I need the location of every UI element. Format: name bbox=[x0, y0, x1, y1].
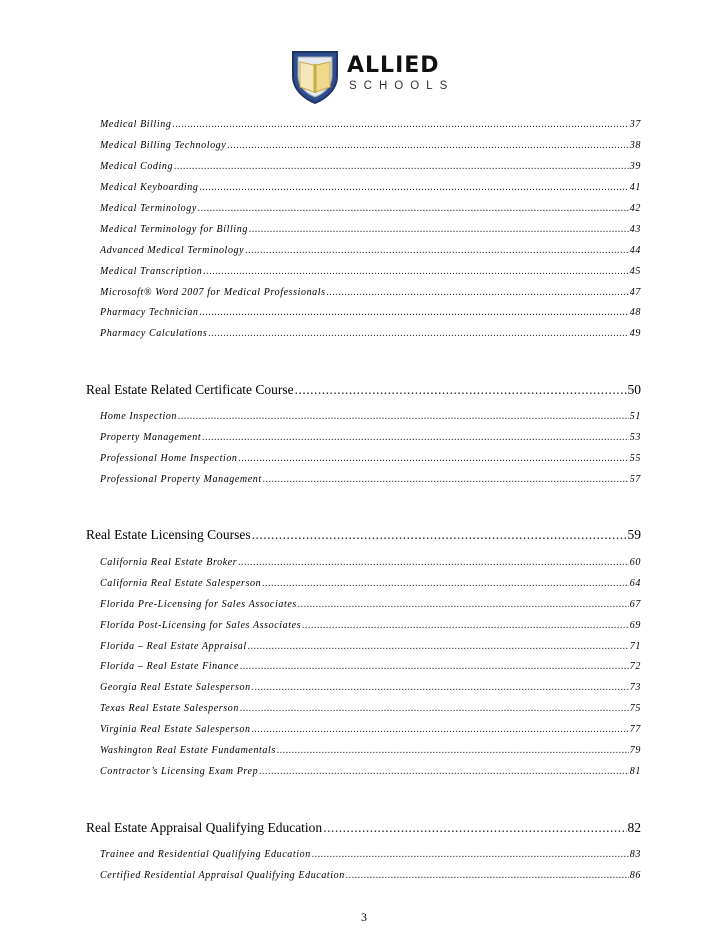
toc-entry[interactable] bbox=[100, 661, 641, 672]
toc-page-number: 41 bbox=[629, 182, 641, 193]
toc-entry[interactable] bbox=[100, 641, 641, 652]
toc-entry[interactable] bbox=[100, 140, 641, 151]
toc-page-number: 39 bbox=[629, 161, 641, 172]
toc-page-number: 59 bbox=[627, 527, 641, 542]
toc-entry[interactable] bbox=[100, 578, 641, 589]
toc-entry-title: Property Management bbox=[100, 432, 202, 443]
dot-leader bbox=[240, 703, 629, 714]
dot-leader bbox=[178, 411, 629, 422]
dot-leader bbox=[252, 724, 629, 735]
dot-leader bbox=[200, 307, 629, 318]
toc-entry-title: Home Inspection bbox=[100, 411, 178, 422]
toc-page-number: 48 bbox=[629, 307, 641, 318]
toc-entry[interactable] bbox=[100, 849, 641, 860]
toc-entry-title: California Real Estate Broker bbox=[100, 557, 238, 568]
toc-entry-title: Virginia Real Estate Salesperson bbox=[100, 724, 251, 735]
toc-page-number: 72 bbox=[629, 661, 641, 672]
toc-page-number: 86 bbox=[629, 870, 641, 881]
toc-section-heading[interactable] bbox=[86, 820, 641, 836]
page-number: 3 bbox=[361, 910, 367, 924]
dot-leader bbox=[262, 578, 629, 589]
toc-entry-title: California Real Estate Salesperson bbox=[100, 578, 262, 589]
toc-entry-title: Florida Pre-Licensing for Sales Associates bbox=[100, 599, 297, 610]
toc-entry-title: Professional Home Inspection bbox=[100, 453, 238, 464]
toc-page-number: 57 bbox=[629, 474, 641, 485]
toc-entry-title: Trainee and Residential Qualifying Education bbox=[100, 849, 311, 860]
dot-leader bbox=[198, 203, 629, 214]
toc-entry-title: Pharmacy Technician bbox=[100, 307, 199, 318]
toc-entry[interactable] bbox=[100, 599, 641, 610]
toc-entry-title: Contractor’s Licensing Exam Prep bbox=[100, 766, 259, 777]
toc-entry[interactable] bbox=[100, 182, 641, 193]
toc-entry[interactable] bbox=[100, 557, 641, 568]
dot-leader bbox=[277, 745, 629, 756]
toc-section-heading[interactable] bbox=[86, 527, 641, 543]
toc-entry[interactable] bbox=[100, 328, 641, 339]
toc-entry-title: Medical Coding bbox=[100, 161, 174, 172]
toc-page-number: 44 bbox=[629, 245, 641, 256]
dot-leader bbox=[202, 432, 629, 443]
toc-page-number: 51 bbox=[629, 411, 641, 422]
toc-entry-title: Real Estate Appraisal Qualifying Education bbox=[86, 820, 323, 835]
toc-entry[interactable] bbox=[100, 203, 641, 214]
dot-leader bbox=[298, 599, 629, 610]
brand-name: ALLIED bbox=[347, 53, 440, 78]
dot-leader bbox=[263, 474, 629, 485]
toc-page-number: 79 bbox=[629, 745, 641, 756]
toc-entry-title: Real Estate Related Certificate Course bbox=[86, 382, 294, 397]
dot-leader bbox=[259, 766, 629, 777]
toc-page-number: 42 bbox=[629, 203, 641, 214]
toc-page-number: 49 bbox=[629, 328, 641, 339]
dot-leader bbox=[302, 620, 629, 631]
toc-entry-title: Certified Residential Appraisal Qualifying Education bbox=[100, 870, 345, 881]
dot-leader bbox=[346, 870, 629, 881]
dot-leader bbox=[227, 140, 628, 151]
toc-page-number: 83 bbox=[629, 849, 641, 860]
dot-leader bbox=[200, 182, 629, 193]
dot-leader bbox=[240, 661, 629, 672]
dot-leader bbox=[239, 453, 629, 464]
dot-leader bbox=[327, 287, 629, 298]
toc-page-number: 43 bbox=[629, 224, 641, 235]
toc-entry-title: Medical Billing Technology bbox=[100, 140, 227, 151]
dot-leader bbox=[295, 382, 627, 398]
dot-leader bbox=[174, 161, 629, 172]
dot-leader bbox=[249, 224, 629, 235]
brand-subtitle: SCHOOLS bbox=[349, 80, 455, 92]
toc-entry-title: Florida – Real Estate Finance bbox=[100, 661, 240, 672]
toc-entry-title: Advanced Medical Terminology bbox=[100, 245, 245, 256]
toc-entry-title: Florida – Real Estate Appraisal bbox=[100, 641, 247, 652]
toc-entry-title: Pharmacy Calculations bbox=[100, 328, 208, 339]
toc-entry-title: Medical Transcription bbox=[100, 266, 203, 277]
toc-entry[interactable] bbox=[100, 411, 641, 422]
toc-entry[interactable] bbox=[100, 620, 641, 631]
toc-entry[interactable] bbox=[100, 474, 641, 485]
toc-entry[interactable] bbox=[100, 119, 641, 130]
toc-entry[interactable] bbox=[100, 266, 641, 277]
dot-leader bbox=[245, 245, 629, 256]
toc-page-number: 77 bbox=[629, 724, 641, 735]
toc-entry-title: Microsoft® Word 2007 for Medical Professionals bbox=[100, 287, 326, 298]
toc-entry-title: Medical Billing bbox=[100, 119, 172, 130]
toc-page-number: 67 bbox=[629, 599, 641, 610]
toc-entry-title: Medical Terminology for Billing bbox=[100, 224, 248, 235]
toc-page-number: 55 bbox=[629, 453, 641, 464]
dot-leader bbox=[312, 849, 629, 860]
toc-entry[interactable] bbox=[100, 682, 641, 693]
toc-entry[interactable] bbox=[100, 766, 641, 777]
dot-leader bbox=[252, 682, 629, 693]
toc-entry[interactable] bbox=[100, 245, 641, 256]
dot-leader bbox=[208, 328, 628, 339]
toc-page-number: 50 bbox=[627, 382, 641, 397]
toc-entry[interactable] bbox=[100, 453, 641, 464]
toc-entry-title: Medical Terminology bbox=[100, 203, 197, 214]
toc-page-number: 69 bbox=[629, 620, 641, 631]
toc-entry-title: Real Estate Licensing Courses bbox=[86, 527, 251, 542]
dot-leader bbox=[248, 641, 629, 652]
toc-page-number: 37 bbox=[629, 119, 641, 130]
toc-entry[interactable] bbox=[100, 724, 641, 735]
toc-page-number: 64 bbox=[629, 578, 641, 589]
dot-leader bbox=[238, 557, 629, 568]
dot-leader bbox=[252, 527, 627, 543]
toc-page-number: 53 bbox=[629, 432, 641, 443]
toc-page-number: 82 bbox=[627, 820, 641, 835]
dot-leader bbox=[203, 266, 628, 277]
toc-page-number: 38 bbox=[629, 140, 641, 151]
toc-entry[interactable] bbox=[100, 224, 641, 235]
toc-entry[interactable] bbox=[100, 307, 641, 318]
dot-leader bbox=[323, 820, 626, 836]
dot-leader bbox=[173, 119, 629, 130]
toc-entry-title: Medical Keyboarding bbox=[100, 182, 199, 193]
toc-page-number: 45 bbox=[629, 266, 641, 277]
toc-entry[interactable] bbox=[100, 432, 641, 443]
toc-section-heading[interactable] bbox=[86, 382, 641, 398]
toc-entry[interactable] bbox=[100, 745, 641, 756]
toc-page-number: 60 bbox=[629, 557, 641, 568]
toc-entry[interactable] bbox=[100, 161, 641, 172]
toc-entry-title: Georgia Real Estate Salesperson bbox=[100, 682, 251, 693]
toc-entry-title: Texas Real Estate Salesperson bbox=[100, 703, 239, 714]
toc-entry[interactable] bbox=[100, 703, 641, 714]
toc-entry-title: Florida Post-Licensing for Sales Associates bbox=[100, 620, 302, 631]
toc-page-number: 73 bbox=[629, 682, 641, 693]
toc-page-number: 71 bbox=[629, 641, 641, 652]
toc-entry[interactable] bbox=[100, 870, 641, 881]
toc-page-number: 81 bbox=[629, 766, 641, 777]
toc-entry-title: Washington Real Estate Fundamentals bbox=[100, 745, 276, 756]
toc-page-number: 47 bbox=[629, 287, 641, 298]
toc-entry-title: Professional Property Management bbox=[100, 474, 262, 485]
toc-entry[interactable] bbox=[100, 287, 641, 298]
toc-page-number: 75 bbox=[629, 703, 641, 714]
